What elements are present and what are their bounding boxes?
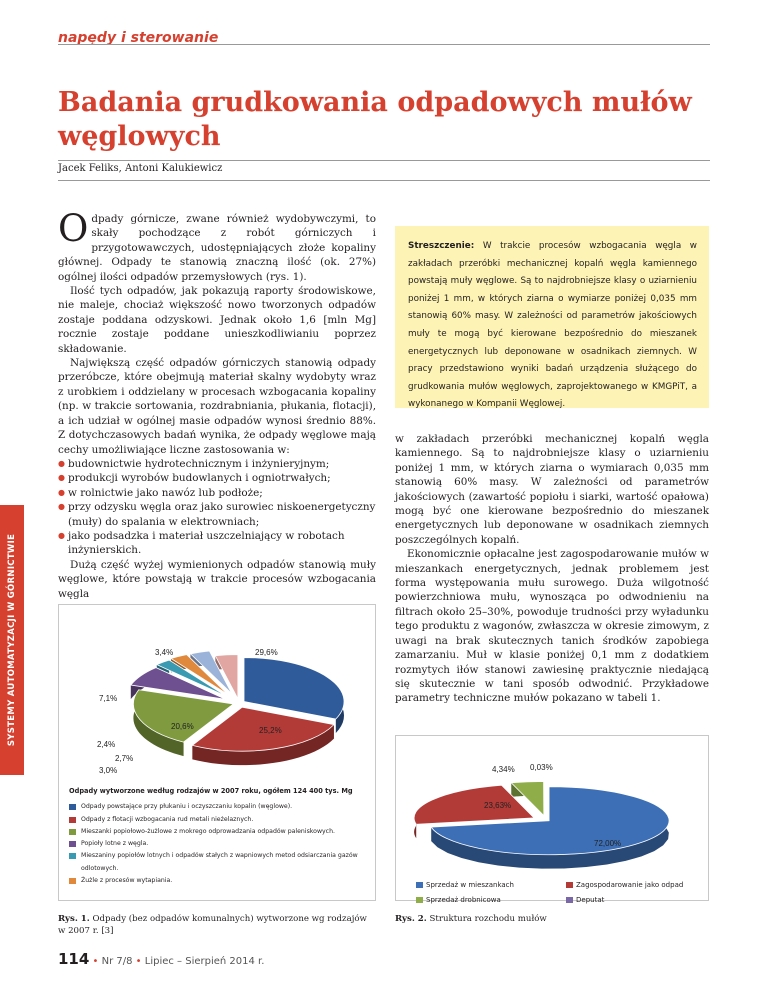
legend-item: Mieszanki popiołowo-żużlowe z mokrego odprowadzania odpadów paleniskowych. <box>69 826 369 838</box>
pie-data-label: 72,00% <box>594 839 622 848</box>
legend-item: Mieszaniny popiołów lotnych i odpadów stałych z wapniowych metod odsiarczania gazów odlotowych. <box>69 850 369 875</box>
figure-2-caption: Rys. 2. Struktura rozchodu mułów <box>395 914 547 924</box>
figure-1 <box>58 604 376 901</box>
pie-data-label: 0,03% <box>530 763 553 772</box>
pie-data-label: 7,1% <box>99 694 118 703</box>
list-item: ● produkcji wyrobów budowlanych i ogniotrwałych; <box>58 471 376 485</box>
dropcap: O <box>58 207 89 250</box>
legend-swatch <box>69 817 76 823</box>
figure-1-caption: Rys. 1. Odpady (bez odpadów komunalnych) wytworzone wg rodzajów w 2007 r. [3] <box>58 914 367 936</box>
figure-1-legend <box>69 785 369 887</box>
pie-data-label: 2,4% <box>97 740 116 749</box>
pie-data-label: 25,2% <box>259 726 282 735</box>
article-title: Badania grudkowania odpadowych mułów węglowych <box>58 87 692 152</box>
legend-item: Żużle z procesów wytapiania. <box>69 875 369 887</box>
authors-rule <box>58 180 710 181</box>
issue-date: Lipiec – Sierpień 2014 r. <box>144 956 265 967</box>
abstract-text: W trakcie procesów wzbogacania węgla w zakładach przeróbki mechanicznej kopalń węgla kamiennego powstają muły węglowe. Są to najdrobniejsze klasy o uziarnieniu poniżej 1 mm, w których ziarna o wymiarze poniżej 0,035 mm stanowią 60% masy. W zależności od parametrów jakościowych muły te mogą być kierowane bezpośrednio do mieszanek energetycznych lub deponowane w osadnikach ziemnych. W pracy przedstawiono wyniki badań urządzenia służącego do grudkowania mułów węglowych, zaprojektowanego w KMGPiT, a wykonanego w Kompanii Węglowej. <box>408 241 697 410</box>
legend-swatch <box>69 853 76 859</box>
legend-item: Sprzedaż drobnicowa <box>416 893 501 907</box>
side-tab-label: SYSTEMY AUTOMATYZACJI W GÓRNICTWIE <box>7 533 17 747</box>
pie-data-label: 29,6% <box>255 648 278 657</box>
pie-data-label: 20,6% <box>171 722 194 731</box>
legend-item: Deputat <box>566 893 604 907</box>
list-item: ● przy odzysku węgla oraz jako surowiec niskoenergetyczny (muły) do spalania w elektrowniach; <box>58 500 376 529</box>
paragraph-6: Ekonomicznie opłacalne jest zagospodarowanie mułów w mieszankach energetycznych, jednak problemem jest forma występowania mułu surowego. Duża wilgotność powierzchniowa mułu, wynosząca po odwodnieniu na filtrach około 25–30%, powoduje trudności przy wyładunku tego produktu z wagonów, zwłaszcza w okresie zimowym, z uwagi na brak skutecznych tanich środków zapobiega zamarzaniu. Muł w klasie poniżej 0,1 mm z dodatkiem rozmytych iłów stanowi zawiesinę praktycznie niedającą się skutecznie w tani sposób odwodnić. Przykładowe parametry techniczne mułów pokazano w tabeli 1. <box>395 548 709 705</box>
abstract-box <box>395 226 709 408</box>
legend-swatch <box>69 841 76 847</box>
paragraph-2: Ilość tych odpadów, jak pokazują raporty środowiskowe, nie maleje, chociaż większość nowo tworzonych odpadów zostaje poddana odzyskowi. Jednak około 1,6 [mln Mg] rocznie zostaje poddane unieszkodliwianiu poprzez składowanie. <box>58 285 376 355</box>
pie-slice <box>244 658 344 719</box>
left-column <box>58 207 376 601</box>
right-column <box>395 432 709 706</box>
page-number: 114 <box>58 950 90 968</box>
legend-item: Sprzedaż w mieszankach <box>416 878 514 892</box>
list-item: ● budownictwie hydrotechnicznym i inżynieryjnym; <box>58 457 376 471</box>
pie-data-label: 23,63% <box>484 801 512 810</box>
legend-item: Zagospodarowanie jako odpad <box>566 878 683 892</box>
paragraph-1-text: dpady górnicze, zwane również wydobywczymi, to skały pochodzące z robót górniczych i przygotowawczych, udostępniających złoże kopaliny głównej. Odpady te stanowią znaczną ilość (ok. 27%) ogólnej ilości odpadów przemysłowych (rys. 1). <box>58 213 376 283</box>
legend-swatch <box>69 804 76 810</box>
pie-data-label: 3,4% <box>155 648 174 657</box>
section-label: napędy i sterowanie <box>58 30 219 46</box>
paragraph-3: Największą część odpadów górniczych stanowią odpady przeróbcze, które obejmują materiał skalny wydobyty wraz z urobkiem i oddzielany w procesach wzbogacania kopaliny (np. w trakcie sortowania, rozdrabniania, płukania, flotacji), a ich udział w ogólnej masie odpadów wynosi średnio 88%. Z dotychczasowych badań wynika, że odpady węglowe mają cechy umożliwiające liczne zastosowania w: <box>58 357 376 456</box>
legend-item: Popioły lotne z węgla. <box>69 838 369 850</box>
pie-data-label: 2,7% <box>115 754 134 763</box>
legend-swatch <box>69 829 76 835</box>
title-rule <box>58 160 710 161</box>
pie-data-label: 4,34% <box>492 765 515 774</box>
pie-data-label: 3,0% <box>99 766 118 775</box>
pie-chart-2 <box>396 736 708 874</box>
pie-chart-1 <box>59 605 375 785</box>
issue-number: Nr 7/8 <box>101 956 133 967</box>
abstract-label: Streszczenie: <box>408 241 475 251</box>
paragraph-4: Dużą część wyżej wymienionych odpadów stanowią muły węglowe, które powstają w trakcie procesów wzbogacania węgla <box>58 558 376 600</box>
legend-item: Odpady powstające przy płukaniu i oczyszczaniu kopalin (węglowe). <box>69 801 369 813</box>
legend-swatch <box>69 878 76 884</box>
applications-list <box>58 457 376 558</box>
list-item: ● w rolnictwie jako nawóz lub podłoże; <box>58 486 376 500</box>
chart-title: Odpady wytworzone według rodzajów w 2007 roku, ogółem 124 400 tys. Mg <box>69 787 353 795</box>
header-rule <box>58 44 710 45</box>
page-footer: 114 • Nr 7/8 • Lipiec – Sierpień 2014 r. <box>58 950 265 968</box>
list-item: ● jako podsadzka i materiał uszczelniający w robotach inżynierskich. <box>58 529 376 558</box>
legend-item: Odpady z flotacji wzbogacania rud metali nieżelaznych. <box>69 814 369 826</box>
paragraph-5: w zakładach przeróbki mechanicznej kopalń węgla kamiennego. Są to najdrobniejsze klasy o uziarnieniu poniżej 1 mm, w których ziarna o wymiarach 0,035 mm stanowią 60% masy. W zależności od parametrów jakościowych (zawartość popiołu i siarki, wartość opałowa) mogą być one kierowane bezpośrednio do mieszanek energetycznych lub deponowane w osadnikach ziemnych poszczególnych kopalń. <box>395 433 709 546</box>
paragraph-1 <box>58 207 376 284</box>
article-authors: Jacek Feliks, Antoni Kalukiewicz <box>58 163 223 174</box>
figure-2 <box>395 735 709 904</box>
